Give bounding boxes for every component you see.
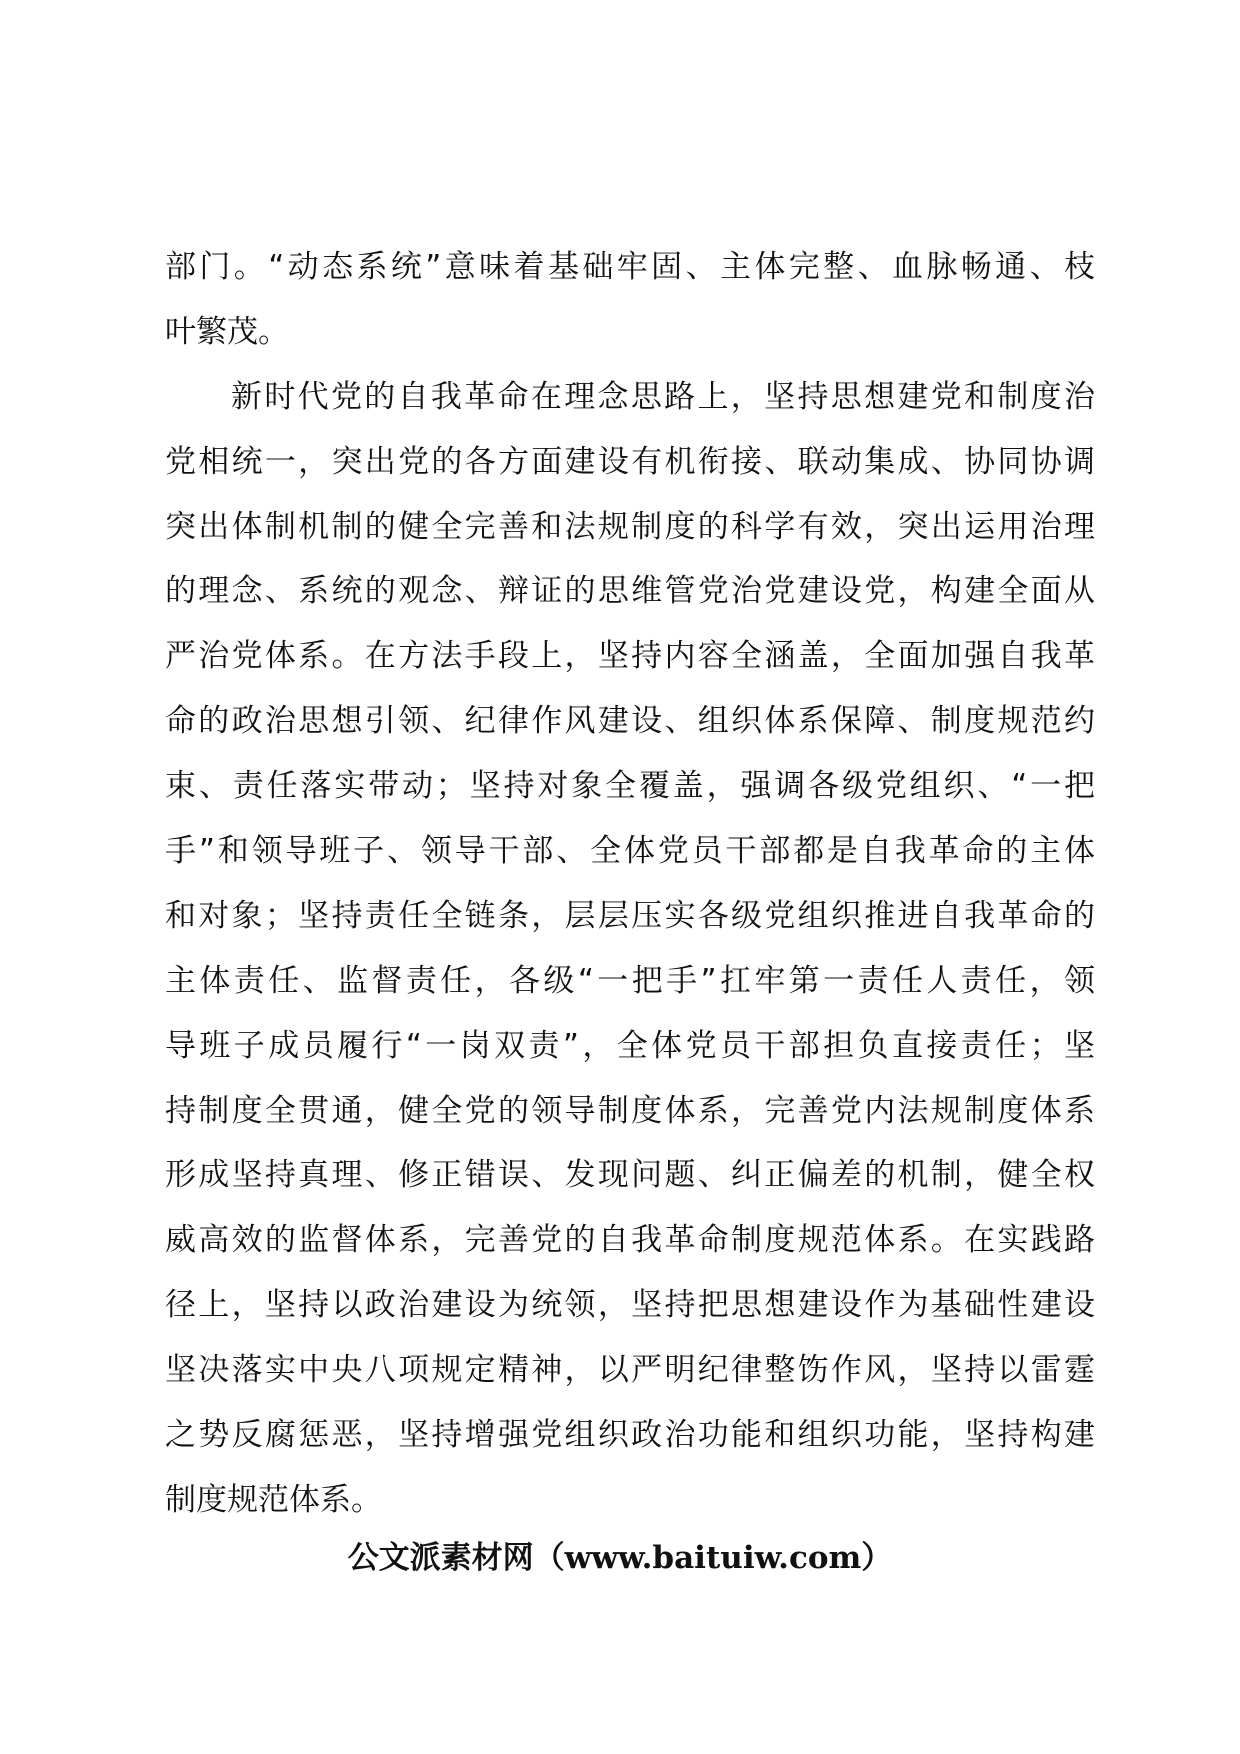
text-line: 束、责任落实带动；坚持对象全覆盖，强调各级党组织、“一把 xyxy=(165,768,1095,805)
text-line: 形成坚持真理、修正错误、发现问题、纠正偏差的机制，健全权 xyxy=(165,1157,1095,1194)
text-line: 党相统一，突出党的各方面建设有机衔接、联动集成、协同协调 xyxy=(165,443,1095,480)
footer-source: 公文派素材网（www.baituiw.com） xyxy=(347,1540,893,1576)
body-text xyxy=(165,235,1095,1533)
text-line: 径上，坚持以政治建设为统领，坚持把思想建设作为基础性建设 xyxy=(165,1287,1095,1324)
text-line: 叶繁茂。 xyxy=(165,313,289,350)
text-line: 和对象；坚持责任全链条，层层压实各级党组织推进自我革命的 xyxy=(165,897,1095,934)
text-line: 命的政治思想引领、纪律作风建设、组织体系保障、制度规范约 xyxy=(165,703,1095,740)
text-line: 严治党体系。在方法手段上，坚持内容全涵盖，全面加强自我革 xyxy=(165,638,1095,675)
text-line: 制度规范体系。 xyxy=(165,1481,382,1518)
text-line: 之势反腐惩恶，坚持增强党组织政治功能和组织功能，坚持构建 xyxy=(165,1417,1095,1454)
text-line: 导班子成员履行“一岗双责”，全体党员干部担负直接责任；坚 xyxy=(165,1027,1095,1064)
text-line: 坚决落实中央八项规定精神，以严明纪律整饬作风，坚持以雷霆 xyxy=(165,1352,1095,1389)
text-line: 主体责任、监督责任，各级“一把手”扛牢第一责任人责任，领 xyxy=(165,962,1095,999)
text-line: 威高效的监督体系，完善党的自我革命制度规范体系。在实践路 xyxy=(165,1222,1095,1259)
text-line: 持制度全贯通，健全党的领导制度体系，完善党内法规制度体系 xyxy=(165,1092,1095,1129)
text-line: 部门。“动态系统”意味着基础牢固、主体完整、血脉畅通、枝 xyxy=(165,249,1095,285)
text-line: 手”和领导班子、领导干部、全体党员干部都是自我革命的主体 xyxy=(165,833,1095,870)
text-line: 突出体制机制的健全完善和法规制度的科学有效，突出运用治理 xyxy=(165,508,1095,545)
paragraph-first-line: 新时代党的自我革命在理念思路上，坚持思想建党和制度治 xyxy=(231,378,1095,415)
text-line: 的理念、系统的观念、辩证的思维管党治党建设党，构建全面从 xyxy=(165,573,1095,610)
